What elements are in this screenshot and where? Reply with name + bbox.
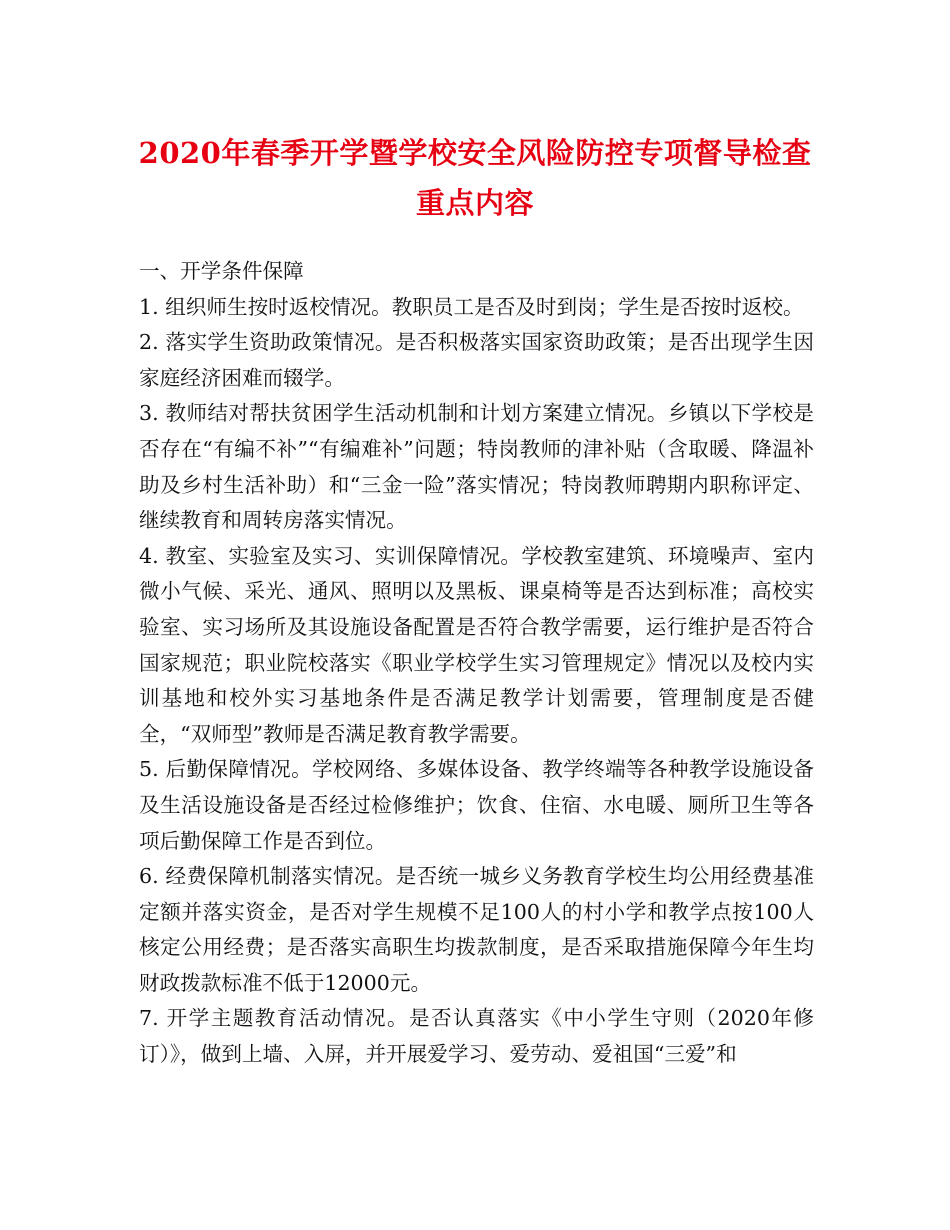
paragraph-item-7: 7. 开学主题教育活动情况。是否认真落实《中小学生守则（2020年修订）》，做到上墙、入屏，并开展爱学习、爱劳动、爱祖国“三爱”和 [139, 1006, 814, 1067]
paragraph-item-4: 4. 教室、实验室及实习、实训保障情况。学校教室建筑、环境噪声、室内微小气候、采光、通风、照明以及黑板、课桌椅等是否达到标准；高校实验室、实习场所及其设施设备配置是否符合教学需要，运行维护是否符合国家规范；职业院校落实《职业学校学生实习管理规定》情况以及校内实训基地和校外实习基地条件是否满足教学计划需要，管理制度是否健全，“双师型”教师是否满足教育教学需要。 [139, 543, 814, 746]
paragraph-item-2: 2. 落实学生资助政策情况。是否积极落实国家资助政策；是否出现学生因家庭经济困难而辍学。 [139, 330, 814, 390]
section-heading: 一、开学条件保障 [139, 259, 304, 283]
document-body [139, 254, 814, 1073]
document-title: 2020年春季开学暨学校安全风险防控专项督导检查重点内容 [138, 136, 812, 220]
paragraph-item-6: 6. 经费保障机制落实情况。是否统一城乡义务教育学校生均公用经费基准定额并落实资金，是否对学生规模不足100人的村小学和教学点按100人核定公用经费；是否落实高职生均拨款制度，是否采取措施保障今年生均财政拨款标准不低于12000元。 [139, 864, 814, 995]
paragraph-item-5: 5. 后勤保障情况。学校网络、多媒体设备、教学终端等各种教学设施设备及生活设施设备是否经过检修维护；饮食、住宿、水电暖、厕所卫生等各项后勤保障工作是否到位。 [139, 757, 814, 853]
paragraph-item-3: 3. 教师结对帮扶贫困学生活动机制和计划方案建立情况。乡镇以下学校是否存在“有编不补”“有编难补”问题；特岗教师的津补贴（含取暖、降温补助及乡村生活补助）和“三金一险”落实情况；特岗教师聘期内职称评定、继续教育和周转房落实情况。 [139, 401, 814, 533]
paragraph-item-1: 1. 组织师生按时返校情况。教职员工是否及时到岗；学生是否按时返校。 [139, 294, 804, 319]
